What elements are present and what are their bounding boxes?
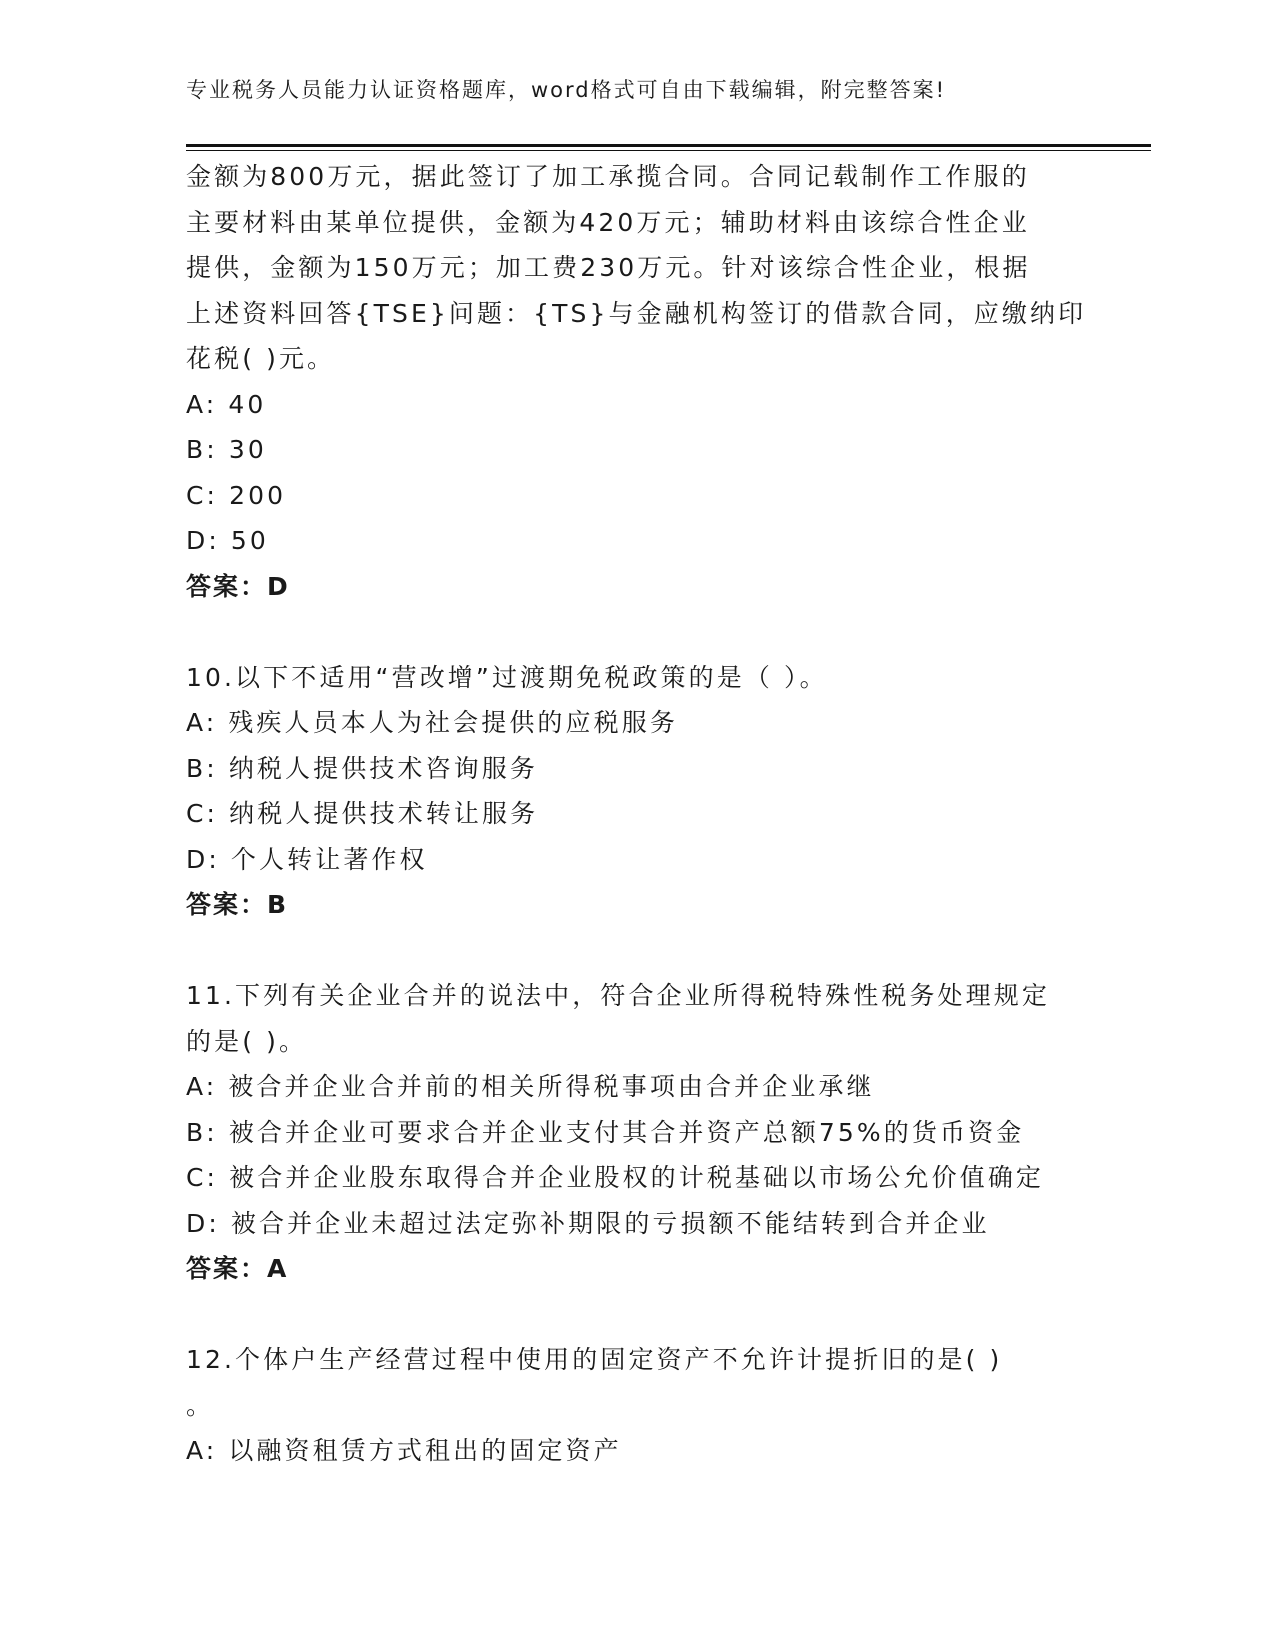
answer-line: 答案：A [186,1254,289,1283]
question-text-line: 10.以下不适用“营改增”过渡期免税政策的是（ ）。 [186,662,828,692]
spacer [186,928,1086,974]
question-text-line: 12.个体户生产经营过程中使用的固定资产不允许计提折旧的是( ) [186,1345,1003,1374]
option-c: C: 200 [186,480,287,510]
question-11 [186,973,1086,1292]
answer-line: 答案：D [186,571,290,601]
header-rule-thin [186,150,1151,151]
question-10 [186,655,1086,928]
document-body [186,154,1086,1474]
spacer [186,609,1086,655]
question-text-line: 的是( )。 [186,1026,308,1056]
option-c: C: 纳税人提供技术转让服务 [186,799,539,828]
header-rule-thick [186,144,1151,147]
option-d: D: 50 [186,526,269,555]
option-a: A: 40 [186,389,267,419]
option-d: D: 个人转让著作权 [186,844,428,874]
answer-line: 答案：B [186,890,289,919]
question-text-line: 金额为800万元，据此签订了加工承揽合同。合同记载制作工作服的 [186,162,1030,191]
spacer [186,1292,1086,1338]
option-b: B: 纳税人提供技术咨询服务 [186,753,538,783]
option-d: D: 被合并企业未超过法定弥补期限的亏损额不能结转到合并企业 [186,1208,990,1238]
option-c: C: 被合并企业股东取得合并企业股权的计税基础以市场公允价值确定 [186,1163,1045,1192]
question-text-line: 花税( )元。 [186,344,336,373]
page-header: 专业税务人员能力认证资格题库，word格式可自由下载编辑，附完整答案! [186,78,947,102]
option-a: A: 残疾人员本人为社会提供的应税服务 [186,708,678,737]
option-b: B: 30 [186,435,267,464]
question-text-line: 11.下列有关企业合并的说法中，符合企业所得税特殊性税务处理规定 [186,981,1050,1010]
question-text-line: 提供，金额为150万元；加工费230万元。针对该综合性企业，根据 [186,253,1031,282]
question-text-line: 。 [186,1390,215,1420]
option-a: A: 以融资租赁方式租出的固定资产 [186,1436,622,1465]
option-a: A: 被合并企业合并前的相关所得税事项由合并企业承继 [186,1072,875,1101]
question-text-line: 上述资料回答{TSE}问题：{TS}与金融机构签订的借款合同，应缴纳印 [186,298,1087,328]
question-text-line: 主要材料由某单位提供，金额为420万元；辅助材料由该综合性企业 [186,207,1030,237]
question-9-continued [186,154,1086,609]
option-b: B: 被合并企业可要求合并企业支付其合并资产总额75%的货币资金 [186,1117,1025,1147]
question-12 [186,1337,1086,1474]
